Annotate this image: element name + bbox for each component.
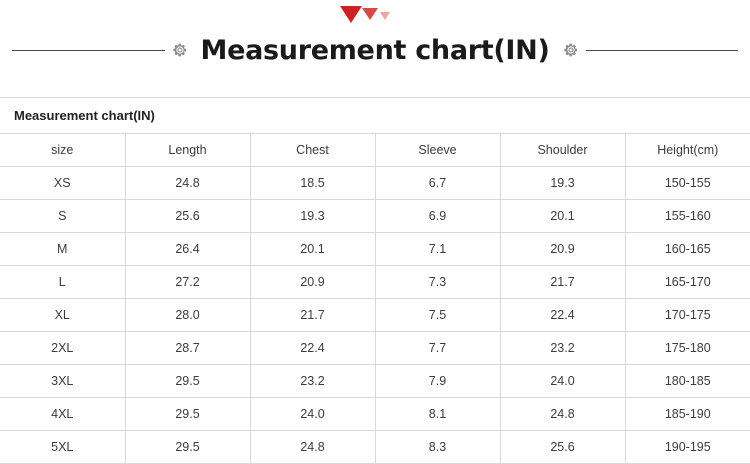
- table-row: [0, 299, 750, 332]
- cell-height: 175-180: [625, 332, 750, 365]
- cell-shoulder: 20.1: [500, 200, 625, 233]
- cell-chest: 20.9: [250, 266, 375, 299]
- cell-size: L: [0, 266, 125, 299]
- cell-length: 29.5: [125, 431, 250, 464]
- cell-shoulder: 23.2: [500, 332, 625, 365]
- cell-size: 2XL: [0, 332, 125, 365]
- cell-chest: 21.7: [250, 299, 375, 332]
- triangle-large-icon: [340, 6, 362, 23]
- cell-sleeve: 8.3: [375, 431, 500, 464]
- measurement-table: [0, 97, 750, 464]
- cell-chest: 19.3: [250, 200, 375, 233]
- cell-height: 190-195: [625, 431, 750, 464]
- page-title: Measurement chart(IN): [200, 34, 550, 66]
- measurement-table-wrap: [0, 97, 750, 464]
- cell-height: 165-170: [625, 266, 750, 299]
- cell-sleeve: 8.1: [375, 398, 500, 431]
- column-header-height: Height(cm): [625, 134, 750, 167]
- logo-triangles: [340, 4, 410, 26]
- cell-length: 29.5: [125, 398, 250, 431]
- column-header-chest: Chest: [250, 134, 375, 167]
- gear-icon: [171, 41, 189, 59]
- cell-sleeve: 7.5: [375, 299, 500, 332]
- heading-rule-right: [586, 50, 739, 51]
- cell-shoulder: 19.3: [500, 167, 625, 200]
- cell-height: 150-155: [625, 167, 750, 200]
- brand-logo: [0, 2, 750, 28]
- cell-shoulder: 22.4: [500, 299, 625, 332]
- triangle-medium-icon: [362, 8, 378, 20]
- cell-shoulder: 21.7: [500, 266, 625, 299]
- cell-size: M: [0, 233, 125, 266]
- triangle-small-icon: [380, 12, 390, 20]
- cell-shoulder: 24.8: [500, 398, 625, 431]
- cell-length: 25.6: [125, 200, 250, 233]
- cell-sleeve: 7.9: [375, 365, 500, 398]
- table-caption: Measurement chart(IN): [0, 98, 750, 134]
- cell-size: 3XL: [0, 365, 125, 398]
- table-row: [0, 266, 750, 299]
- cell-shoulder: 20.9: [500, 233, 625, 266]
- cell-chest: 23.2: [250, 365, 375, 398]
- table-row: [0, 431, 750, 464]
- cell-chest: 24.8: [250, 431, 375, 464]
- table-header-row: [0, 134, 750, 167]
- cell-length: 24.8: [125, 167, 250, 200]
- cell-shoulder: 25.6: [500, 431, 625, 464]
- cell-sleeve: 7.7: [375, 332, 500, 365]
- cell-size: S: [0, 200, 125, 233]
- column-header-size: size: [0, 134, 125, 167]
- table-row: [0, 365, 750, 398]
- cell-height: 170-175: [625, 299, 750, 332]
- cell-sleeve: 6.7: [375, 167, 500, 200]
- cell-chest: 22.4: [250, 332, 375, 365]
- cell-sleeve: 7.3: [375, 266, 500, 299]
- cell-length: 29.5: [125, 365, 250, 398]
- cell-length: 28.7: [125, 332, 250, 365]
- table-row: [0, 200, 750, 233]
- table-row: [0, 398, 750, 431]
- table-row: [0, 332, 750, 365]
- table-row: [0, 233, 750, 266]
- cell-height: 155-160: [625, 200, 750, 233]
- cell-length: 28.0: [125, 299, 250, 332]
- cell-chest: 24.0: [250, 398, 375, 431]
- cell-height: 160-165: [625, 233, 750, 266]
- cell-chest: 20.1: [250, 233, 375, 266]
- cell-length: 27.2: [125, 266, 250, 299]
- measurement-table-body: [0, 98, 750, 464]
- heading-rule-left: [12, 50, 165, 51]
- cell-sleeve: 7.1: [375, 233, 500, 266]
- table-row: [0, 167, 750, 200]
- cell-height: 185-190: [625, 398, 750, 431]
- cell-shoulder: 24.0: [500, 365, 625, 398]
- cell-size: 4XL: [0, 398, 125, 431]
- table-caption-row: [0, 98, 750, 134]
- column-header-sleeve: Sleeve: [375, 134, 500, 167]
- cell-sleeve: 6.9: [375, 200, 500, 233]
- cell-height: 180-185: [625, 365, 750, 398]
- cell-size: XL: [0, 299, 125, 332]
- cell-size: 5XL: [0, 431, 125, 464]
- cell-length: 26.4: [125, 233, 250, 266]
- cell-chest: 18.5: [250, 167, 375, 200]
- column-header-shoulder: Shoulder: [500, 134, 625, 167]
- gear-icon: [562, 41, 580, 59]
- column-header-length: Length: [125, 134, 250, 167]
- page-heading: [0, 28, 750, 72]
- cell-size: XS: [0, 167, 125, 200]
